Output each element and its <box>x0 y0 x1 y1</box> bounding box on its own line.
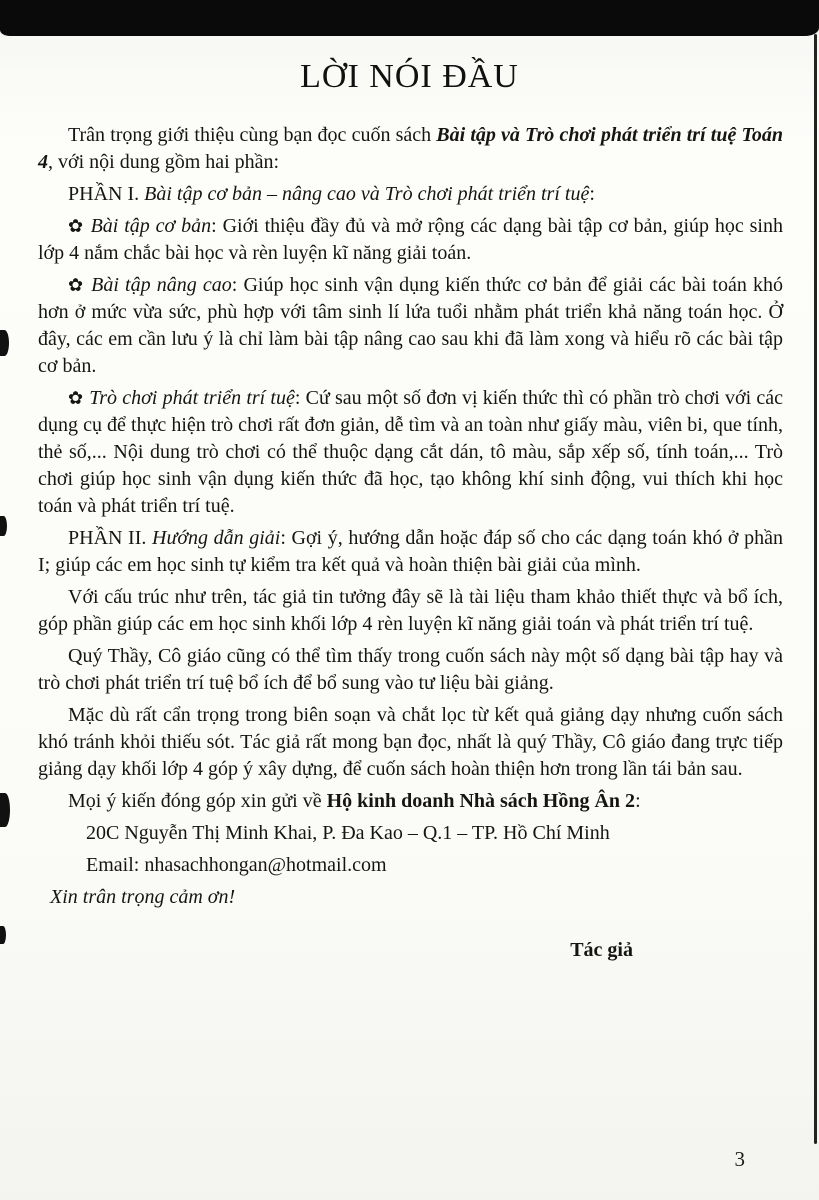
paragraph <box>38 937 783 964</box>
text-run: Bài tập cơ bản <box>90 215 212 237</box>
paragraph <box>38 643 783 697</box>
paragraph <box>38 702 783 783</box>
flower-bullet-icon: ✿ <box>68 388 90 409</box>
text-run: : <box>635 790 641 812</box>
text-run: Quý Thầy, Cô giáo cũng có thể tìm thấy trong cuốn sách này một số dạng bài tập hay và trò chơi phát triển trí tuệ bổ ích để bổ sung vào tư liệu bài giảng. <box>38 645 783 694</box>
paragraph <box>38 820 783 847</box>
scan-artifact <box>0 926 6 944</box>
text-run: 20C Nguyễn Thị Minh Khai, P. Đa Kao – Q.1 – TP. Hồ Chí Minh <box>86 822 610 844</box>
page-number: 3 <box>734 1147 745 1171</box>
paragraph <box>38 272 783 380</box>
page-title: LỜI NÓI ĐẦU <box>300 58 519 95</box>
paragraph <box>38 584 783 638</box>
text-run: : <box>589 183 595 205</box>
text-run: : Giúp học sinh vận dụng kiến thức cơ bản để giải các bài toán khó hơn ở mức vừa sức, phù hợp với tâm sinh lí lứa tuổi nhằm phát triển khả năng toán học. Ở đây, các em cần lưu ý là chỉ làm bài tập nâng cao sau khi đã làm xong và hiểu rõ các bài tập cơ bản. <box>38 274 783 377</box>
scan-artifact <box>0 330 9 356</box>
text-run: Trân trọng giới thiệu cùng bạn đọc cuốn sách <box>68 124 437 146</box>
text-run: : Cứ sau một số đơn vị kiến thức thì có phần trò chơi với các dụng cụ để thực hiện trò chơi rất đơn giản, dễ tìm và an toàn như giấy màu, viên bi, que tính, thẻ số,... Nội dung trò chơi có thể thuộc dạng cắt dán, tô màu, sắp xếp số, tính toán,... Trò chơi giúp học sinh vận dụng kiến thức đã học, tạo không khí sinh động, vui thích khi học toán và phát triển trí tuệ. <box>38 387 783 517</box>
text-run: Mặc dù rất cẩn trọng trong biên soạn và chắt lọc từ kết quả giảng dạy nhưng cuốn sách khó tránh khỏi thiếu sót. Tác giả rất mong bạn đọc, nhất là quý Thầy, Cô giáo đang trực tiếp giảng dạy khối lớp 4 góp ý xây dựng, để cuốn sách hoàn thiện hơn trong lần tái bản sau. <box>38 704 783 780</box>
paragraph <box>38 122 783 176</box>
paragraph <box>38 852 783 879</box>
scan-artifact <box>0 793 10 827</box>
scan-artifact <box>0 516 7 536</box>
text-run: , với nội dung gồm hai phần: <box>48 151 280 173</box>
text-run: Mọi ý kiến đóng góp xin gửi về <box>68 790 327 812</box>
paragraph <box>38 788 783 815</box>
text-run: : Giới thiệu đầy đủ và mở rộng các dạng bài tập cơ bản, giúp học sinh lớp 4 nắm chắc bài học và rèn luyện kĩ năng giải toán. <box>38 215 783 264</box>
paragraph <box>38 181 783 208</box>
page-body <box>0 122 819 964</box>
paragraph <box>38 884 783 911</box>
paragraph <box>38 213 783 267</box>
flower-bullet-icon: ✿ <box>68 216 91 237</box>
text-run: Trò chơi phát triển trí tuệ <box>89 387 295 409</box>
flower-bullet-icon: ✿ <box>68 275 92 296</box>
text-run: Tác giả <box>570 939 633 961</box>
text-run: Bài tập và Trò chơi phát triển trí tuệ Toán 4 <box>38 124 783 173</box>
text-run: Bài tập nâng cao <box>91 274 232 296</box>
scan-top-band-artifact <box>0 0 819 36</box>
text-run: PHẦN II. <box>68 527 152 549</box>
text-run: Bài tập cơ bản – nâng cao và Trò chơi phát triển trí tuệ <box>144 183 590 205</box>
text-run: Với cấu trúc như trên, tác giả tin tưởng đây sẽ là tài liệu tham khảo thiết thực và bổ ích, góp phần giúp các em học sinh khối lớp 4 rèn luyện kĩ năng giải toán và phát triển trí tuệ. <box>38 586 783 635</box>
text-run: Hộ kinh doanh Nhà sách Hồng Ân 2 <box>326 790 636 812</box>
scan-right-edge-artifact <box>814 34 817 1144</box>
paragraph <box>38 385 783 520</box>
paragraph <box>38 525 783 579</box>
text-run: Xin trân trọng cảm ơn! <box>50 886 236 908</box>
text-run: Email: nhasachhongan@hotmail.com <box>86 854 387 876</box>
text-run: Hướng dẫn giải <box>152 527 281 549</box>
text-run: PHẦN I. <box>68 183 145 205</box>
text-run: : Gợi ý, hướng dẫn hoặc đáp số cho các dạng toán khó ở phần I; giúp các em học sinh tự kiểm tra kết quả và hoàn thiện bài giải của mình. <box>38 527 783 576</box>
